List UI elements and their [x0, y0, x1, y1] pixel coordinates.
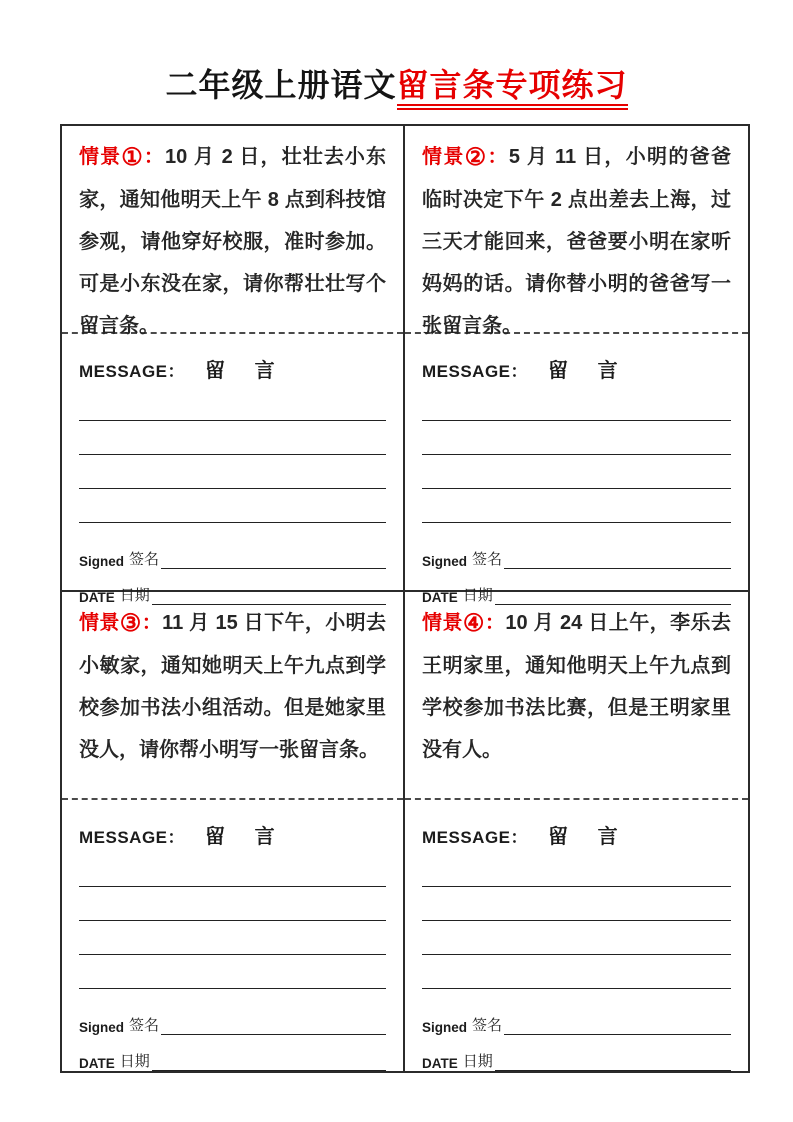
date-label-en: DATE — [422, 590, 458, 605]
message-label-en: MESSAGE： — [422, 362, 529, 381]
writing-line — [79, 455, 386, 489]
writing-line — [79, 921, 386, 955]
date-label-cn: 日期 — [119, 587, 150, 604]
writing-line — [79, 383, 386, 421]
worksheet-table — [60, 124, 750, 1073]
writing-line — [79, 955, 386, 989]
message-label-cn: 留 言 — [548, 360, 630, 382]
page-title-black: 二年级上册语文 — [165, 67, 397, 103]
signed-row — [79, 1014, 386, 1035]
scenario-1-body: 10 月 2 日，壮壮去小东家，通知他明天上午 8 点到科技馆参观，请他穿好校服，准时参加。可是小东没在家，请你帮壮壮写个留言条。 — [79, 146, 387, 337]
date-label-cn: 日期 — [462, 587, 493, 604]
scenario-3-label: 情景③： — [79, 610, 163, 637]
scenario-3-text — [62, 592, 403, 800]
scenario-card-1 — [62, 126, 405, 605]
signed-label-cn: 签名 — [129, 551, 160, 568]
writing-line — [422, 921, 731, 955]
scenario-1-label: 情景①： — [79, 144, 165, 171]
message-area-1 — [62, 334, 403, 605]
signed-label-en: Signed — [422, 1020, 468, 1035]
signed-label-en: Signed — [422, 554, 468, 569]
writing-line — [422, 455, 731, 489]
writing-line — [422, 887, 731, 921]
message-label-en: MESSAGE： — [422, 828, 529, 847]
message-label-en: MESSAGE： — [79, 362, 186, 381]
writing-line — [79, 421, 386, 455]
message-label-cn: 留 言 — [548, 826, 630, 848]
writing-line — [422, 383, 731, 421]
message-label-en: MESSAGE： — [79, 828, 186, 847]
writing-line — [422, 489, 731, 523]
scenario-2-label: 情景②： — [422, 144, 509, 171]
date-row — [422, 1050, 731, 1071]
signature-line — [504, 1033, 731, 1035]
message-label-cn: 留 言 — [205, 826, 287, 848]
page-title-red-underlined: 留言条专项练习 — [397, 67, 628, 110]
message-area-2 — [405, 334, 748, 605]
scenario-card-4 — [405, 592, 748, 1071]
writing-line — [422, 421, 731, 455]
scenario-2-body: 5 月 11 日，小明的爸爸临时决定下午 2 点出差去上海，过三天才能回来，爸爸要小明在家听妈妈的话。请你替小明的爸爸写一张留言条。 — [422, 146, 732, 337]
signed-label-cn: 签名 — [472, 551, 503, 568]
date-row — [79, 1050, 386, 1071]
message-area-4 — [405, 800, 748, 1071]
scenario-3-body: 11 月 15 日下午，小明去小敏家，通知她明天上午九点到学校参加书法小组活动。但是她家里没人，请你帮小明写一张留言条。 — [79, 612, 387, 761]
message-heading — [79, 820, 386, 849]
signed-row — [422, 1014, 731, 1035]
scenario-1-text — [62, 126, 403, 337]
scenario-card-2 — [405, 126, 748, 605]
signature-line — [504, 567, 731, 569]
writing-line — [79, 489, 386, 523]
writing-line — [422, 955, 731, 989]
writing-line — [422, 849, 731, 887]
date-label-en: DATE — [422, 1056, 458, 1071]
message-heading — [79, 354, 386, 383]
scenario-4-body: 10 月 24 日上午，李乐去王明家里，通知他明天上午九点到学校参加书法比赛，但是王明家里没有人。 — [422, 612, 731, 761]
signed-row — [79, 548, 386, 569]
scenario-2-text — [405, 126, 748, 337]
signature-line — [161, 567, 386, 569]
scenario-4-label: 情景④： — [422, 610, 506, 637]
date-label-cn: 日期 — [462, 1053, 493, 1070]
signature-line — [161, 1033, 386, 1035]
message-heading — [422, 354, 731, 383]
signed-label-en: Signed — [79, 1020, 125, 1035]
signed-label-cn: 签名 — [472, 1017, 503, 1034]
signed-row — [422, 548, 731, 569]
scenario-4-text — [405, 592, 748, 800]
message-label-cn: 留 言 — [205, 360, 287, 382]
scenario-card-3 — [62, 592, 405, 1071]
date-label-en: DATE — [79, 1056, 115, 1071]
writing-line — [79, 849, 386, 887]
message-heading — [422, 820, 731, 849]
message-area-3 — [62, 800, 403, 1071]
page-title — [0, 60, 793, 106]
writing-line — [79, 887, 386, 921]
date-line — [495, 1069, 731, 1071]
date-line — [152, 1069, 386, 1071]
date-label-en: DATE — [79, 590, 115, 605]
signed-label-en: Signed — [79, 554, 125, 569]
date-label-cn: 日期 — [119, 1053, 150, 1070]
signed-label-cn: 签名 — [129, 1017, 160, 1034]
